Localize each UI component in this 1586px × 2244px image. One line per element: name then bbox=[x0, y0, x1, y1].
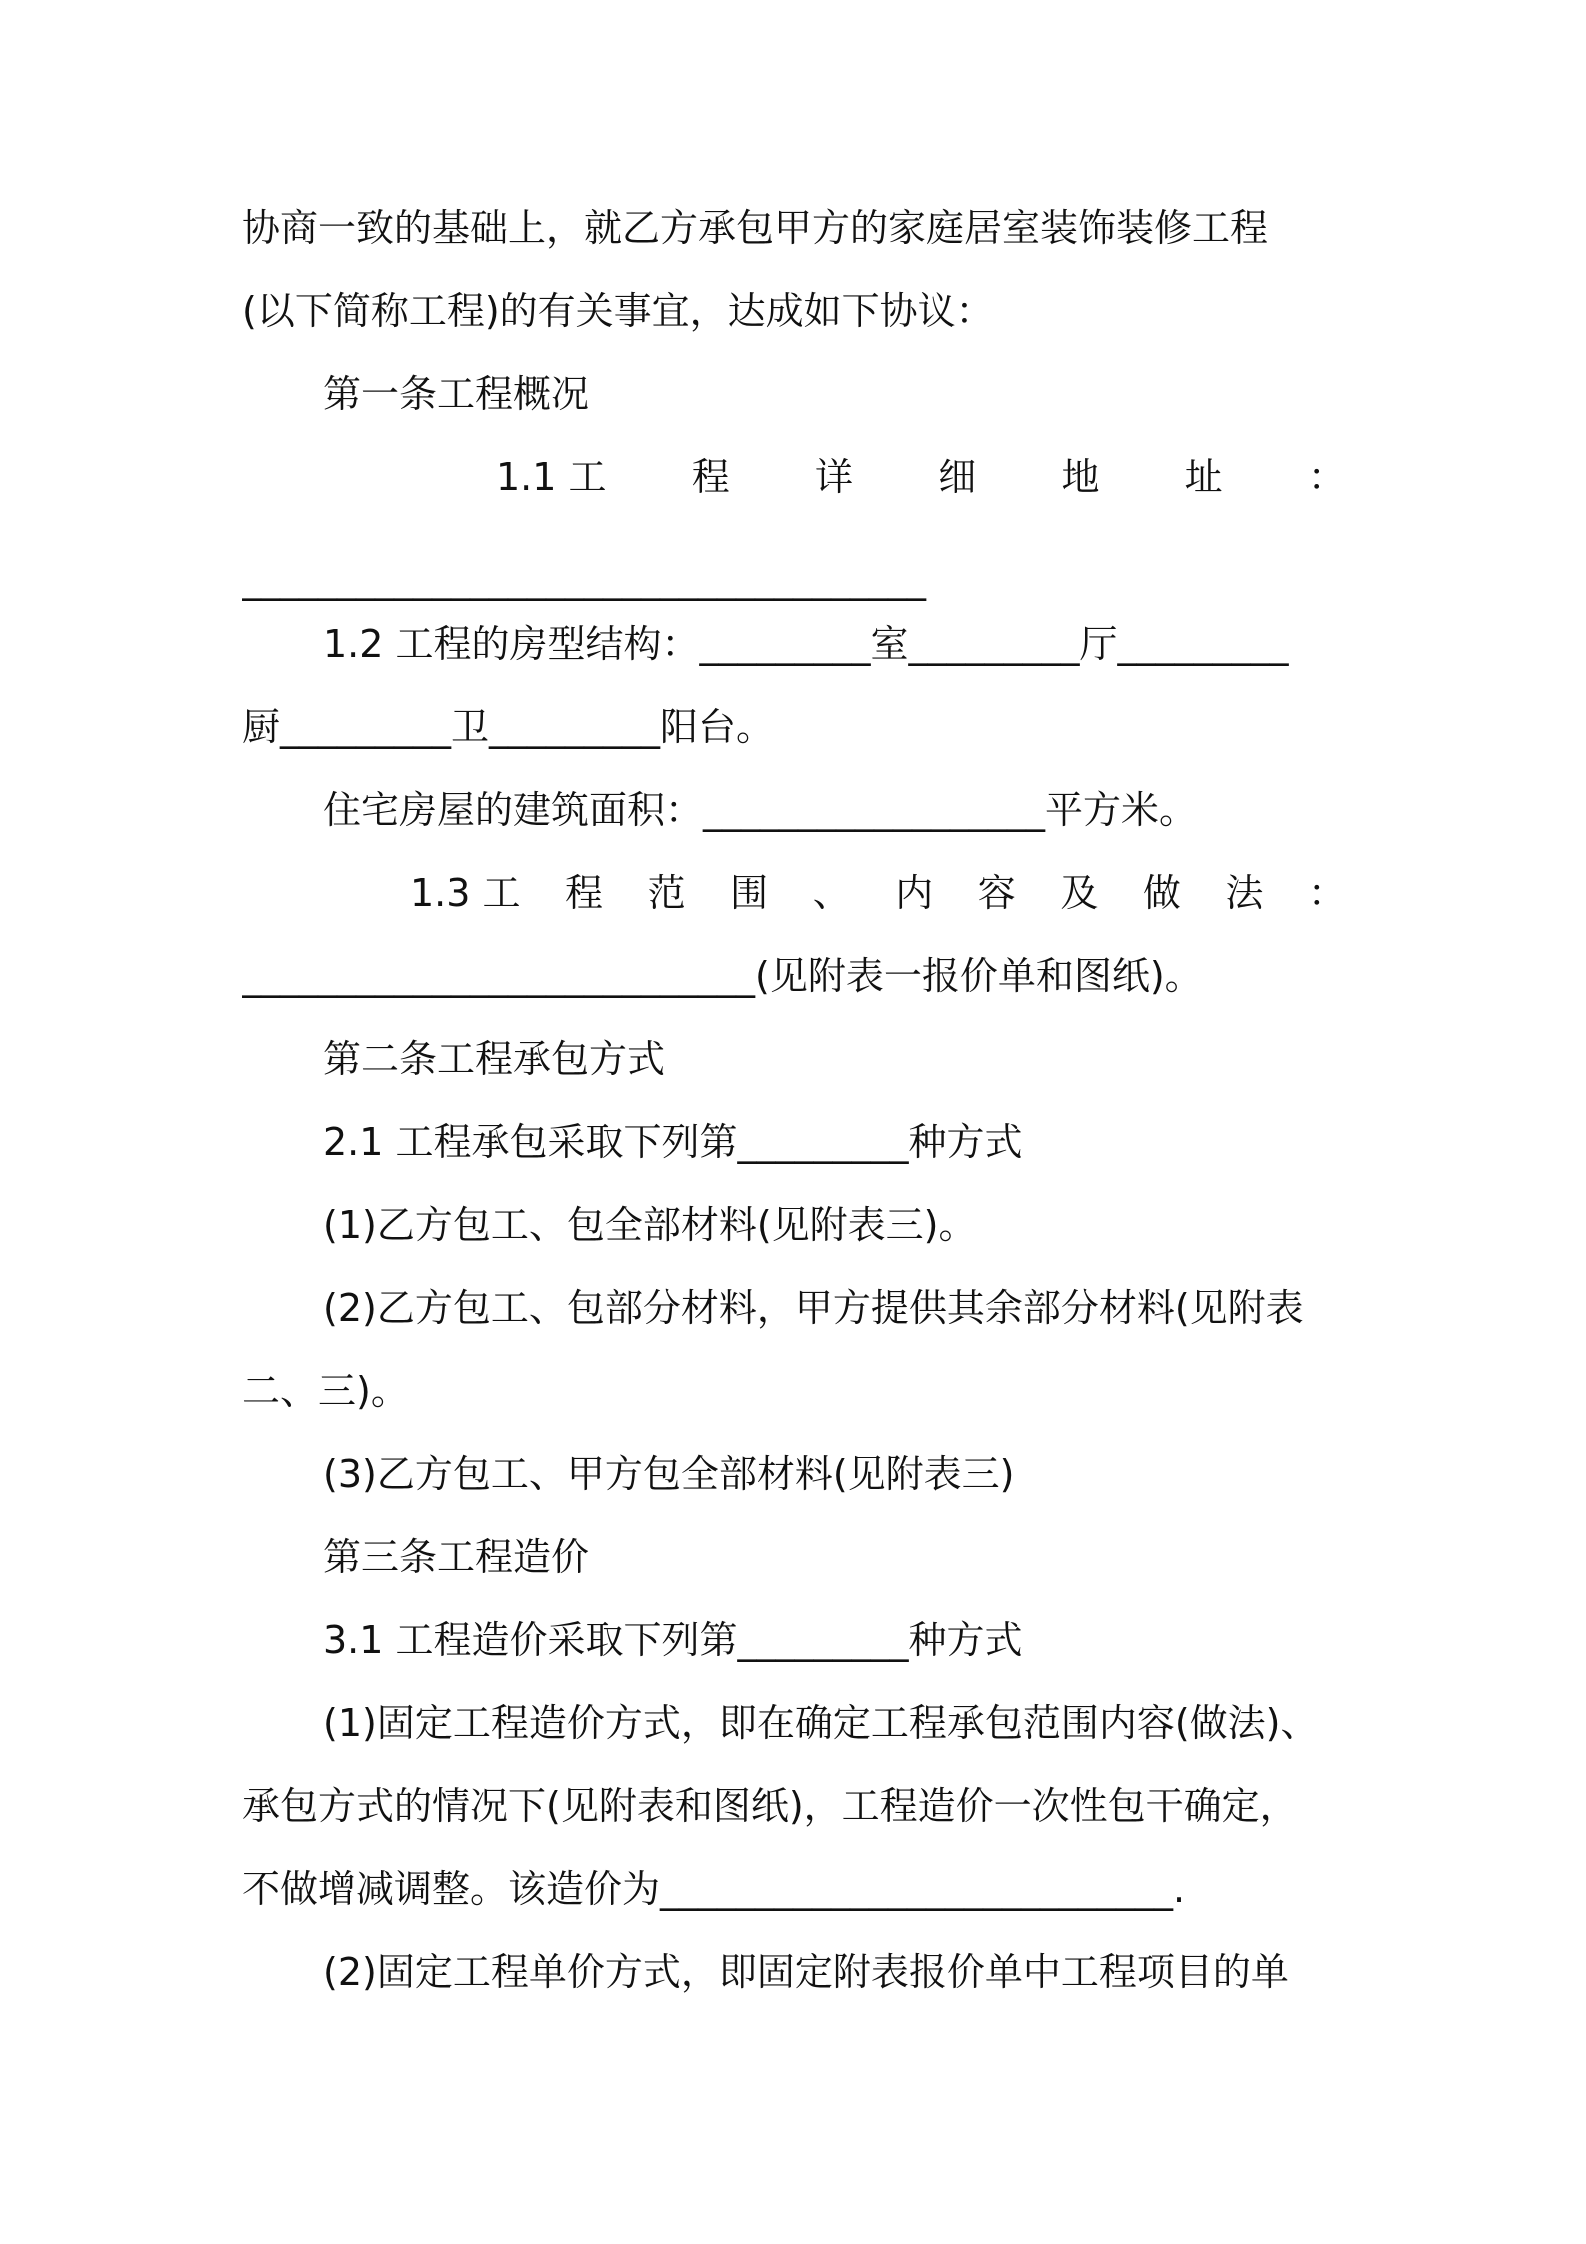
scope-heading-part: 1.3 工 bbox=[410, 871, 521, 915]
section-heading-2: 第二条工程承包方式 bbox=[323, 1037, 666, 1081]
text-line-1: 协商一致的基础上，就乙方承包甲方的家庭居室装饰装修工程 bbox=[242, 206, 1269, 250]
scope-heading bbox=[410, 867, 1346, 919]
text-line-room-structure: 1.2 工程的房型结构：_________室_________厅_________ bbox=[323, 622, 1289, 666]
text-line-scope: ___________________________(见附表一报价单和图纸)。 bbox=[242, 954, 1203, 998]
text-line-option-2-cont: 二、三)。 bbox=[242, 1369, 409, 1413]
address-heading bbox=[496, 451, 1346, 503]
text-line-area: 住宅房屋的建筑面积：__________________平方米。 bbox=[323, 788, 1198, 832]
scope-heading-part: 围 bbox=[730, 871, 769, 915]
scope-heading-part: 法 bbox=[1225, 871, 1264, 915]
section-heading-3: 第三条工程造价 bbox=[323, 1535, 590, 1579]
address-heading-part: ： bbox=[1307, 455, 1346, 499]
text-line-room-structure-cont: 厨_________卫_________阳台。 bbox=[242, 705, 775, 749]
text-line-fixed-price: (1)固定工程造价方式，即在确定工程承包范围内容(做法)、 bbox=[323, 1701, 1319, 1745]
scope-heading-part: 范 bbox=[647, 871, 686, 915]
text-line-option-1: (1)乙方包工、包全部材料(见附表三)。 bbox=[323, 1203, 977, 1247]
scope-heading-part: 、 bbox=[812, 871, 851, 915]
text-line-fixed-price-cont: 承包方式的情况下(见附表和图纸)，工程造价一次性包干确定， bbox=[242, 1784, 1298, 1828]
address-heading-part: 址 bbox=[1184, 455, 1223, 499]
text-line-2-1: 2.1 工程承包采取下列第_________种方式 bbox=[323, 1120, 1023, 1164]
text-line-unit-price: (2)固定工程单价方式，即固定附表报价单中工程项目的单 bbox=[323, 1950, 1289, 1994]
text-line-2: (以下简称工程)的有关事宜，达成如下协议： bbox=[242, 289, 994, 333]
address-heading-part: 详 bbox=[814, 455, 853, 499]
scope-heading-part: 做 bbox=[1142, 871, 1181, 915]
address-heading-part: 细 bbox=[938, 455, 977, 499]
scope-heading-part: 及 bbox=[1060, 871, 1099, 915]
scope-heading-part: 内 bbox=[895, 871, 934, 915]
scope-heading-part: 容 bbox=[977, 871, 1016, 915]
text-line-option-3: (3)乙方包工、甲方包全部材料(见附表三) bbox=[323, 1452, 1015, 1496]
address-heading-part: 地 bbox=[1061, 455, 1100, 499]
address-blank-line: ____________________________________ bbox=[242, 557, 926, 601]
address-heading-part: 1.1 工 bbox=[496, 455, 607, 499]
scope-heading-part: 程 bbox=[565, 871, 604, 915]
scope-heading-part: ： bbox=[1307, 871, 1346, 915]
text-line-fixed-price-end: 不做增减调整。该造价为___________________________. bbox=[242, 1867, 1186, 1911]
text-line-option-2: (2)乙方包工、包部分材料，甲方提供其余部分材料(见附表 bbox=[323, 1286, 1304, 1330]
section-heading-1: 第一条工程概况 bbox=[323, 372, 590, 416]
text-line-3-1: 3.1 工程造价采取下列第_________种方式 bbox=[323, 1618, 1023, 1662]
address-heading-part: 程 bbox=[691, 455, 730, 499]
